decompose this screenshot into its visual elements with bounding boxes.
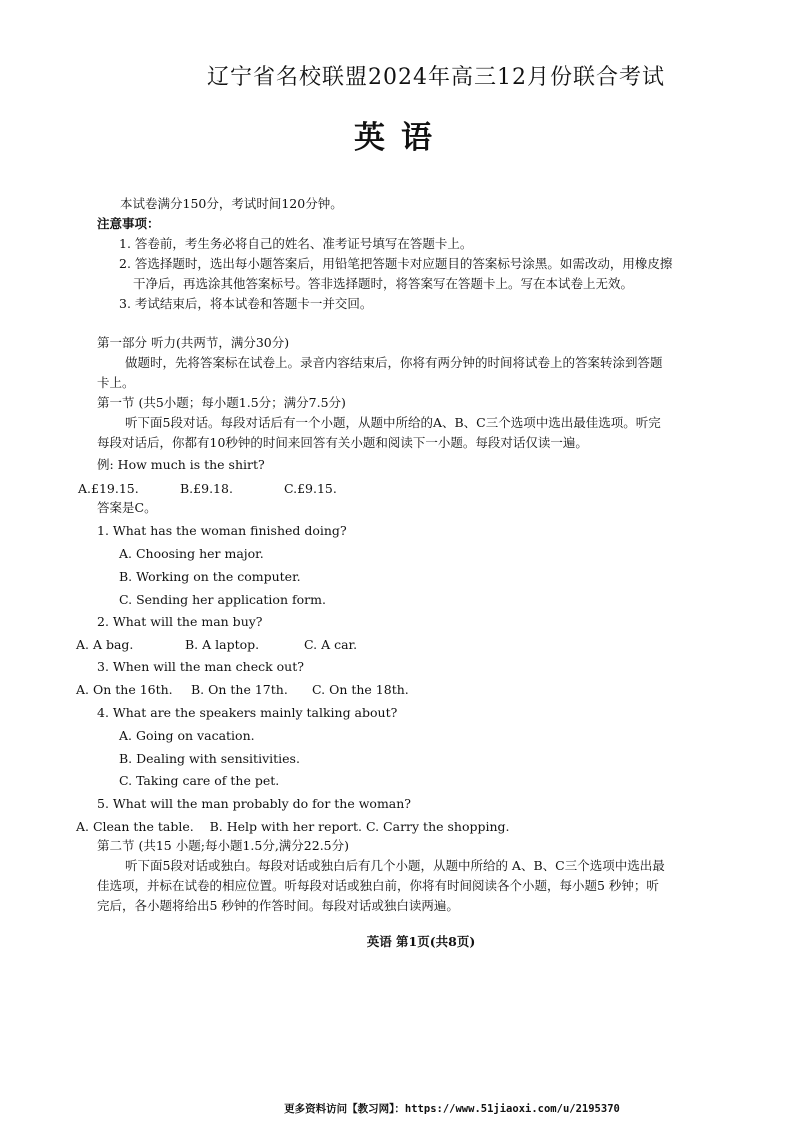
intro-text: 本试卷满分150分，考试时间120分钟。 — [120, 196, 343, 211]
section2-instruction-cont2: 完后，各小题将给出5 秒钟的作答时间。每段对话或独白读两遍。 — [97, 898, 459, 913]
q4-option-b: B. Dealing with sensitivities. — [119, 751, 300, 766]
section1-instruction-cont: 每段对话后，你都有10秒钟的时间来回答有关小题和阅读下一小题。每段对话仅读一遍。 — [97, 435, 588, 450]
question-5: 5. What will the man probably do for the woman? — [97, 796, 412, 811]
example-option-b: B.£9.18. — [180, 481, 233, 496]
question-4: 4. What are the speakers mainly talking about? — [97, 705, 398, 720]
notice-item-3: 3. 考试结束后，将本试卷和答题卡一并交回。 — [119, 296, 373, 311]
q2-option-b: B. A laptop. — [185, 637, 260, 652]
example-option-c: C.£9.15. — [284, 481, 337, 496]
example-question: 例: How much is the shirt? — [97, 457, 265, 472]
page-number: 英语 第1页(共8页) — [366, 934, 476, 949]
q3-option-a: A. On the 16th. — [76, 682, 173, 697]
section2-instruction-cont: 佳选项，并标在试卷的相应位置。听每段对话或独白前，你将有时间阅读各个小题，每小题5 秒钟；听 — [97, 878, 659, 893]
section2-heading: 第二节 (共15 小题;每小题1.5分,满分22.5分) — [97, 838, 350, 853]
notice-heading: 注意事项： — [97, 216, 160, 231]
part1-instruction-cont: 卡上。 — [97, 375, 135, 390]
question-3: 3. When will the man check out? — [97, 659, 304, 674]
example-option-a: A.£19.15. — [78, 481, 139, 496]
q1-option-b: B. Working on the computer. — [119, 569, 301, 584]
section2-instruction: 听下面5段对话或独白。每段对话或独白后有几个小题，从题中所给的 A、B、C三个选项中选出最 — [125, 858, 665, 873]
notice-item-2: 2. 答选择题时，选出每小题答案后，用铅笔把答题卡对应题目的答案标号涂黑。如需改动，用橡皮擦 — [119, 256, 673, 271]
q4-option-a: A. Going on vacation. — [119, 728, 255, 743]
question-1: 1. What has the woman finished doing? — [97, 523, 347, 538]
resource-link[interactable]: 更多资料访问【教习网】：https://www.51jiaoxi.com/u/2195370 — [284, 1103, 620, 1115]
q1-option-a: A. Choosing her major. — [119, 546, 264, 561]
section1-instruction: 听下面5段对话。每段对话后有一个小题，从题中所给的A、B、C三个选项中选出最佳选项。听完 — [125, 415, 661, 430]
notice-item-1: 1. 答卷前，考生务必将自己的姓名、准考证号填写在答题卡上。 — [119, 236, 473, 251]
q5-options: A. Clean the table. B. Help with her report. C. Carry the shopping. — [76, 819, 510, 834]
q1-option-c: C. Sending her application form. — [119, 592, 326, 607]
question-2: 2. What will the man buy? — [97, 614, 263, 629]
subject-title: 英语 — [354, 120, 448, 156]
q2-option-c: C. A car. — [304, 637, 358, 652]
part1-heading: 第一部分 听力(共两节，满分30分) — [97, 335, 290, 350]
q3-option-c: C. On the 18th. — [312, 682, 409, 697]
q4-option-c: C. Taking care of the pet. — [119, 773, 280, 788]
exam-title: 辽宁省名校联盟2024年高三12月份联合考试 — [207, 65, 665, 90]
section1-heading: 第一节 (共5小题；每小题1.5分；满分7.5分) — [97, 395, 346, 410]
part1-instruction: 做题时，先将答案标在试卷上。录音内容结束后，你将有两分钟的时间将试卷上的答案转涂到答题 — [125, 355, 663, 370]
notice-item-2-cont: 干净后，再选涂其他答案标号。答非选择题时，将答案写在答题卡上。写在本试卷上无效。 — [133, 276, 634, 291]
q2-option-a: A. A bag. — [76, 637, 134, 652]
example-answer: 答案是C。 — [97, 500, 157, 515]
q3-option-b: B. On the 17th. — [191, 682, 288, 697]
